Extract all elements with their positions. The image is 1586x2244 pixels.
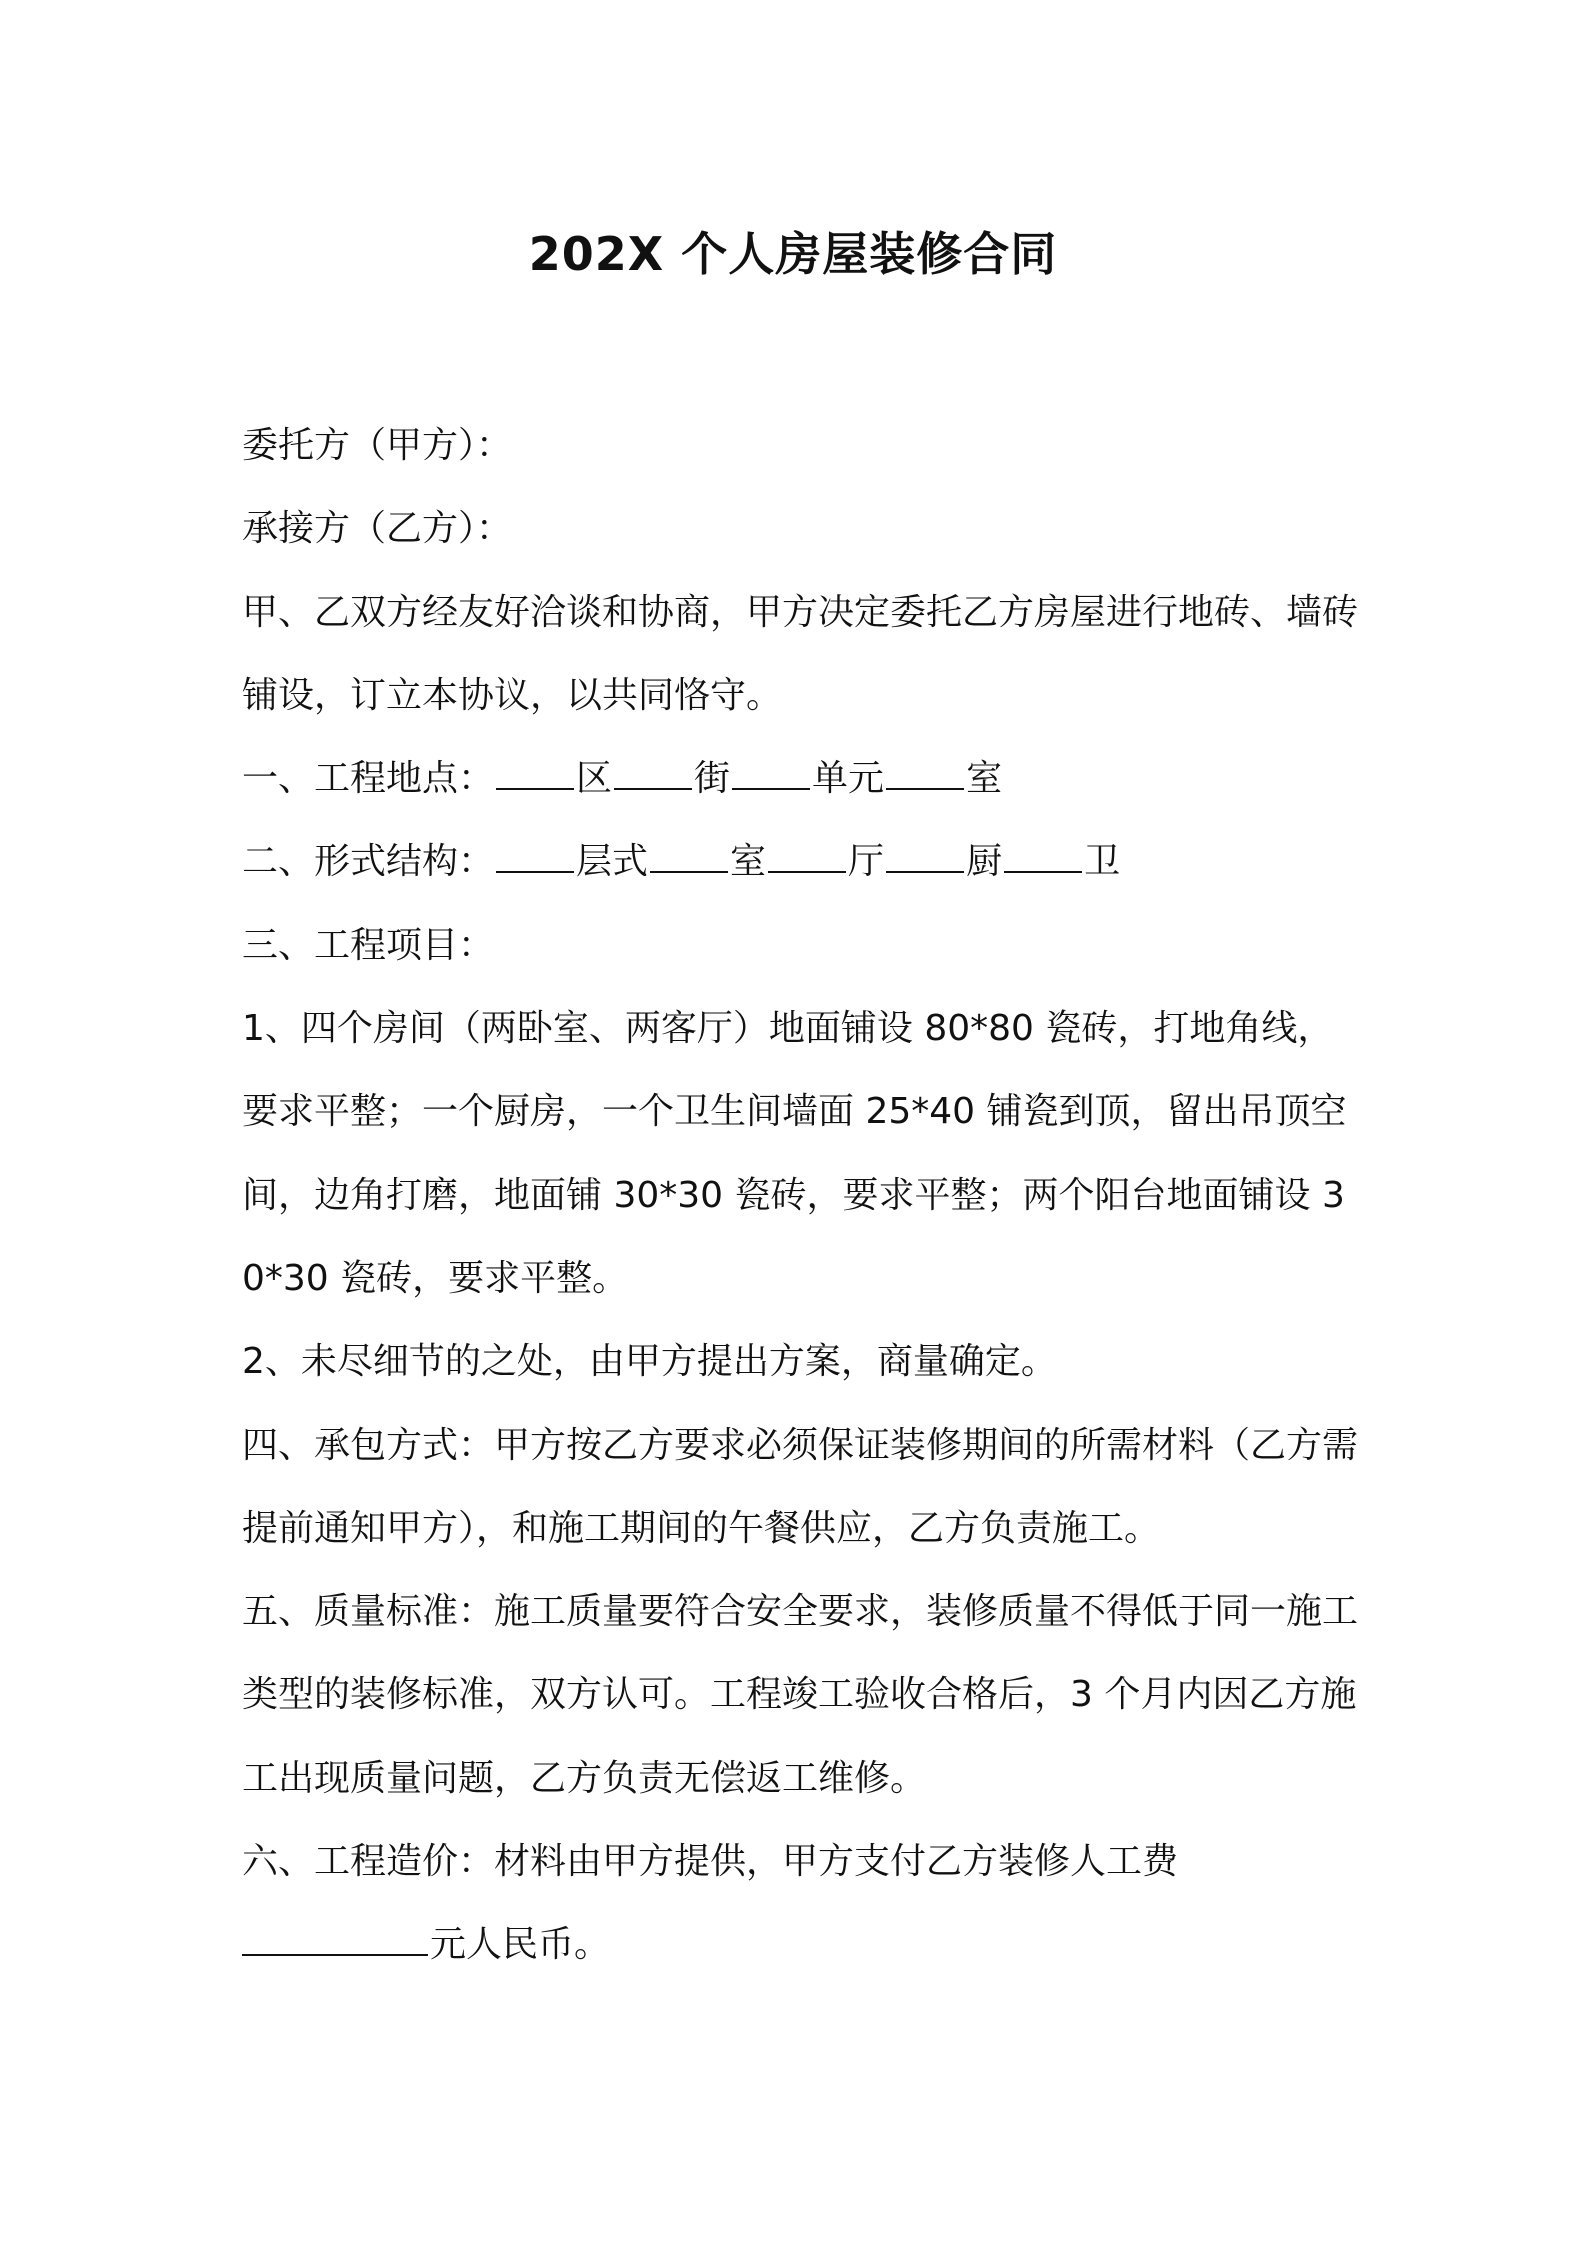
kitchen-blank xyxy=(886,834,964,874)
structure-room-label: 室 xyxy=(730,841,767,883)
structure-line xyxy=(242,820,1362,903)
cost-amount-line xyxy=(242,1903,1362,1986)
structure-label: 二、形式结构： xyxy=(242,841,495,883)
location-label: 一、工程地点： xyxy=(242,758,495,800)
location-line xyxy=(242,737,1362,820)
contract-method-paragraph: 四、承包方式：甲方按乙方要求必须保证装修期间的所需材料（乙方需提前通知甲方），和施工期间的午餐供应，乙方负责施工。 xyxy=(242,1424,1359,1549)
quality-paragraph: 五、质量标准：施工质量要符合安全要求，装修质量不得低于同一施工类型的装修标准，双方认可。工程竣工验收合格后，3 个月内因乙方施工出现质量问题，乙方负责无偿返工维修。 xyxy=(242,1591,1359,1799)
item-2-paragraph: 2、未尽细节的之处，由甲方提出方案，商量确定。 xyxy=(242,1341,1057,1383)
item-1-paragraph: 1、四个房间（两卧室、两客厅）地面铺设 80*80 瓷砖，打地角线，要求平整；一个厨房，一个卫生间墙面 25*40 铺瓷到顶，留出吊顶空间，边角打磨，地面铺 30*30 瓷砖，要求平整；两个阳台地面铺设 30*30 瓷砖，要求平整。 xyxy=(242,1008,1347,1299)
bath-blank xyxy=(1004,834,1082,874)
structure-room-blank xyxy=(650,834,728,874)
floor-label: 层式 xyxy=(576,841,649,883)
hall-label: 厅 xyxy=(848,841,885,883)
room-blank xyxy=(886,750,964,790)
document-body xyxy=(242,404,1362,1987)
document-title: 202X 个人房屋装修合同 xyxy=(528,227,1058,281)
intro-paragraph: 甲、乙双方经友好洽谈和协商，甲方决定委托乙方房屋进行地砖、墙砖铺设，订立本协议，以共同恪守。 xyxy=(242,591,1359,716)
street-label: 街 xyxy=(694,758,731,800)
cost-suffix: 元人民币。 xyxy=(430,1924,611,1966)
kitchen-label: 厨 xyxy=(966,841,1003,883)
street-blank xyxy=(614,750,692,790)
bath-label: 卫 xyxy=(1084,841,1121,883)
district-label: 区 xyxy=(576,758,613,800)
unit-label: 单元 xyxy=(812,758,885,800)
client-line: 委托方（甲方）： xyxy=(242,425,513,466)
floor-blank xyxy=(496,834,574,874)
unit-blank xyxy=(732,750,810,790)
cost-blank xyxy=(242,1917,428,1957)
items-heading: 三、工程项目： xyxy=(242,924,495,966)
cost-line: 六、工程造价：材料由甲方提供，甲方支付乙方装修人工费 xyxy=(242,1841,1179,1883)
hall-blank xyxy=(768,834,846,874)
contractor-line: 承接方（乙方）： xyxy=(242,508,513,550)
district-blank xyxy=(496,750,574,790)
room-label: 室 xyxy=(966,758,1003,800)
